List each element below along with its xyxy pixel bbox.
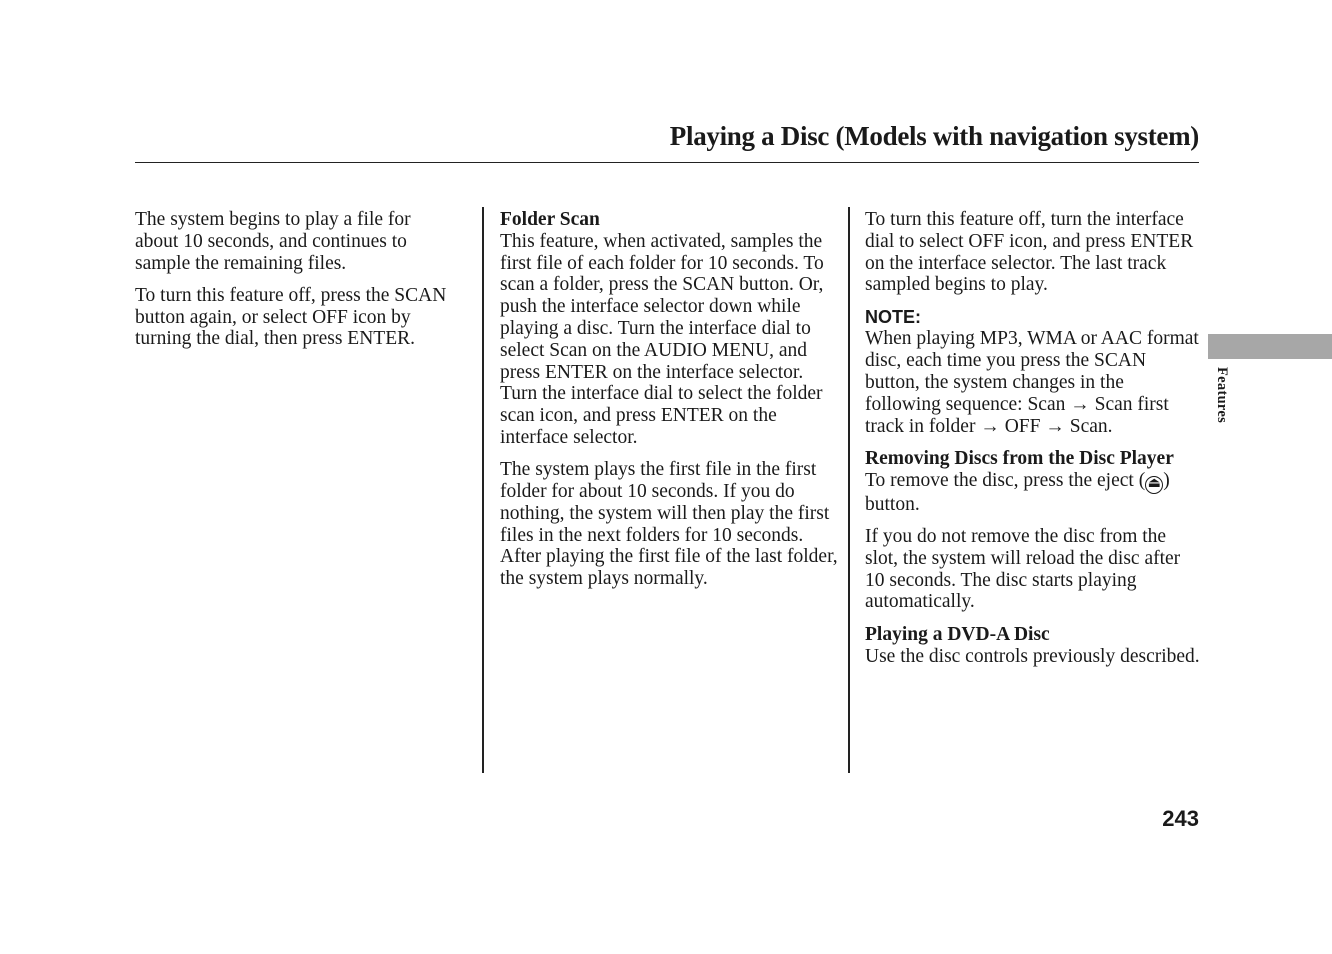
- column-divider-2: [848, 207, 850, 773]
- note-label: NOTE:: [865, 306, 921, 327]
- remove-text-after: ) button.: [865, 469, 1170, 515]
- removing-discs-heading: Removing Discs from the Disc Player: [865, 447, 1174, 469]
- column-divider-1: [482, 207, 484, 773]
- removing-discs-section: [865, 448, 1200, 516]
- dvd-a-text: Use the disc controls previously described.: [865, 645, 1200, 667]
- section-label: Features: [1214, 367, 1230, 424]
- reload-paragraph: If you do not remove the disc from the slot, the system will reload the disc after 10 seconds. The disc starts playing automatically.: [865, 526, 1181, 613]
- note-text: When playing MP3, WMA or AAC format disc, each time you press the SCAN button, the system changes in the following sequence: Scan → Scan first track in folder → OFF → Scan.: [865, 328, 1199, 437]
- title-divider: [135, 162, 1199, 163]
- page-title: Playing a Disc (Models with navigation system): [669, 121, 1199, 151]
- folder-scan-behavior-paragraph: The system plays the first file in the first folder for about 10 seconds. If you do nothing, the system will then play the first files in the next folders for 10 seconds. After playing the first file of the last folder, the system plays normally.: [500, 459, 838, 590]
- scan-description-paragraph: The system begins to play a file for about 10 seconds, and continues to sample the remaining files.: [135, 209, 411, 274]
- section-tab: [1208, 334, 1332, 359]
- folder-scan-off-paragraph: To turn this feature off, turn the interface dial to select OFF icon, and press ENTER on the interface selector. The last track sampled begins to play.: [865, 209, 1194, 296]
- column-left: [135, 209, 453, 361]
- folder-scan-heading: Folder Scan: [500, 209, 600, 230]
- folder-scan-paragraph: This feature, when activated, samples the first file of each folder for 10 seconds. To scan a folder, press the SCAN button. Or, push the interface selector down while playing a disc. Turn the interface dial to select Scan on the AUDIO MENU, and press ENTER on the interface selector. Turn the interface dial to select the folder scan icon, and press ENTER on the interface selector.: [500, 230, 824, 448]
- eject-icon: ⏏: [1145, 476, 1163, 494]
- column-middle: [500, 209, 840, 601]
- page-number: 243: [1162, 806, 1199, 831]
- note-section: [865, 307, 1200, 438]
- dvd-a-section: [865, 624, 1200, 668]
- remove-text-before: To remove the disc, press the eject (: [865, 469, 1146, 491]
- scan-off-paragraph: To turn this feature off, press the SCAN button again, or select OFF icon by turning the dial, then press ENTER.: [135, 284, 447, 350]
- dvd-a-heading: Playing a DVD-A Disc: [865, 623, 1050, 645]
- column-right: [865, 209, 1200, 678]
- folder-scan-section: [500, 209, 840, 449]
